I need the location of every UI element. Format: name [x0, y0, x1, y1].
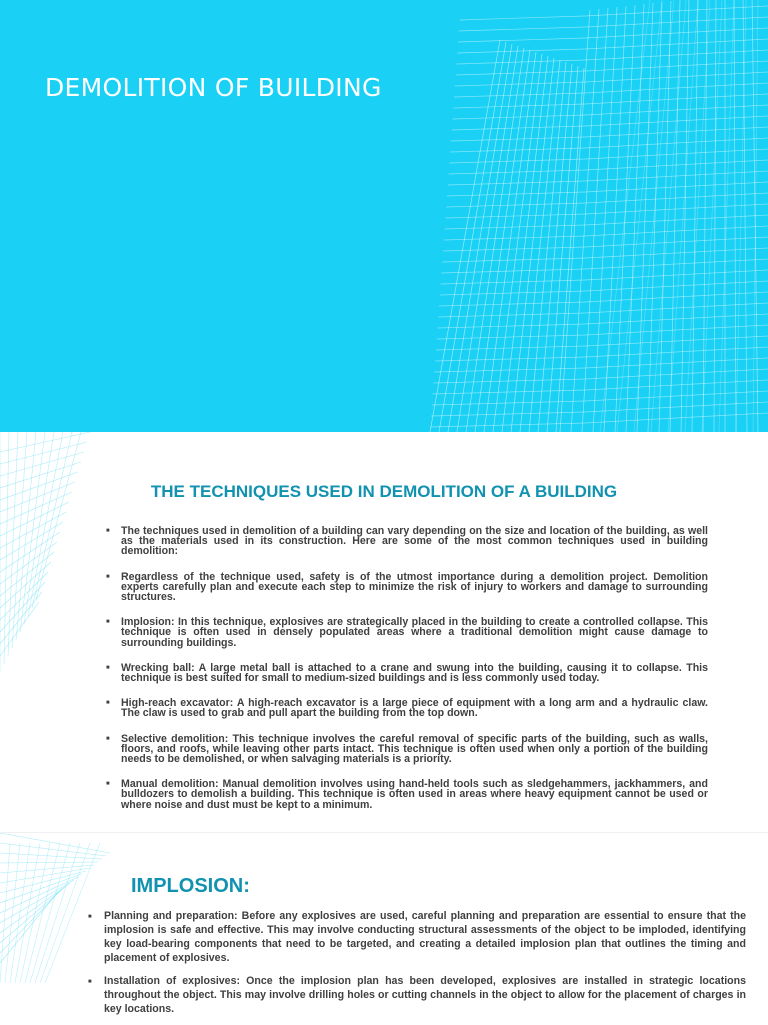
wireframe-building-graphic: [0, 0, 768, 432]
slide-title: DEMOLITION OF BUILDING: [45, 73, 382, 102]
bullet-text: Wrecking ball: A large metal ball is attached to a crane and swung into the building, causing it to collapse. This technique is best suited for small to medium-sized buildings and is less commonly used today.: [121, 661, 708, 685]
techniques-bullet-list: [106, 526, 708, 825]
square-bullet-icon: ■: [106, 619, 110, 626]
bullet-text: Installation of explosives: Once the implosion plan has been developed, explosives are installed in strategic locations throughout the object. This may involve drilling holes or cutting channels in the object to allow for the placement of charges in key locations.: [104, 975, 746, 1015]
bullet-text: The techniques used in demolition of a building can vary depending on the size and location of the building, as well as the materials used in its construction. Here are some of the most common techniques used in building demolition:: [121, 525, 708, 558]
implosion-bullet-list: [88, 909, 746, 1025]
square-bullet-icon: ■: [106, 781, 110, 788]
list-item: [106, 779, 708, 810]
bullet-text: Selective demolition: This technique involves the careful removal of specific parts of the building, such as walls, floors, and roofs, while leaving other parts intact. This technique is often used when only a portion of the building needs to be demolished, or when salvaging materials is a priority.: [121, 732, 708, 766]
list-item: [106, 698, 708, 718]
list-item: [106, 526, 708, 557]
square-bullet-icon: ■: [106, 573, 110, 580]
techniques-slide: [0, 432, 768, 832]
list-item: [106, 572, 708, 603]
square-bullet-icon: ■: [106, 664, 110, 671]
list-item: [106, 734, 708, 765]
bullet-text: Regardless of the technique used, safety is of the utmost importance during a demolition project. Demolition experts carefully plan and execute each step to minimize the risk of injury to workers and damage to surrounding structures.: [121, 570, 708, 604]
list-item: [88, 974, 746, 1016]
square-bullet-icon: ■: [88, 979, 92, 985]
square-bullet-icon: ■: [88, 914, 92, 920]
list-item: [106, 617, 708, 648]
bullet-text: High-reach excavator: A high-reach excavator is a large piece of equipment with a long arm and a hydraulic claw. The claw is used to grab and pull apart the building from the top down.: [121, 697, 708, 720]
list-item: [106, 663, 708, 683]
implosion-heading: IMPLOSION:: [131, 875, 250, 897]
square-bullet-icon: ■: [106, 528, 110, 534]
bullet-text: Implosion: In this technique, explosives are strategically placed in the building to create a controlled collapse. This technique is often used in densely populated areas where a traditional demolition might cause damage to surrounding buildings.: [121, 616, 708, 649]
bullet-text: Manual demolition: Manual demolition involves using hand-held tools such as sledgehammers, jackhammers, and bulldozers to demolish a building. This technique is often used in areas where heavy equipment cannot be used or where noise and dust must be kept to a minimum.: [121, 778, 708, 811]
techniques-heading: THE TECHNIQUES USED IN DEMOLITION OF A BUILDING: [150, 482, 618, 501]
wireframe-corner-graphic: [0, 432, 110, 692]
list-item: [88, 909, 746, 965]
square-bullet-icon: ■: [106, 700, 110, 707]
square-bullet-icon: ■: [106, 735, 110, 742]
title-slide: [0, 0, 768, 432]
implosion-slide: [0, 832, 768, 1025]
bullet-text: Planning and preparation: Before any explosives are used, careful planning and preparation are essential to ensure that the implosion is safe and effective. This may involve conducting structural assessments of the object to be imploded, identifying key load-bearing components that need to be targeted, and creating a detailed implosion plan that outlines the timing and placement of explosives.: [104, 910, 746, 964]
